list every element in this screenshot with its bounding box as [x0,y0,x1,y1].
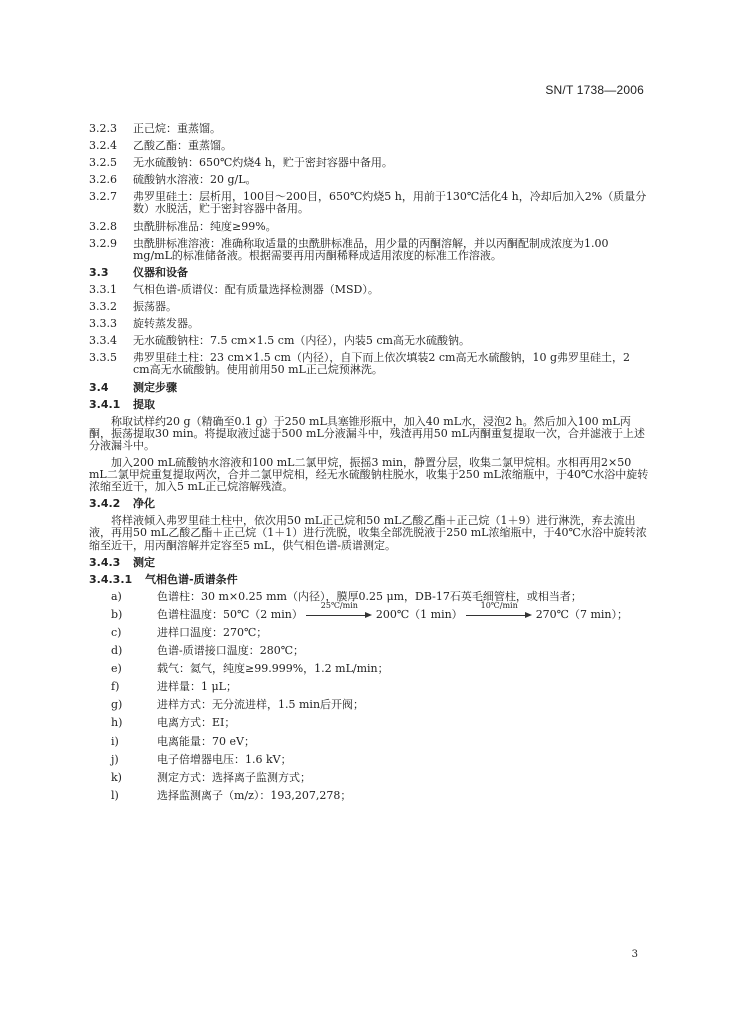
condition-letter: i) [111,734,119,748]
oven-step-2: 200℃（1 min） [375,607,463,621]
condition-text: 进样量：1 μL； [157,680,237,694]
condition-g [89,699,649,711]
condition-c [89,627,649,639]
subsection-title: 提取 [133,397,155,411]
clause-3-2-3 [89,123,649,135]
clause-number: 3.3.5 [89,351,117,365]
section-title: 测定步骤 [133,380,177,394]
condition-text: 进样口温度：270℃； [157,626,268,639]
clause-text: 旋转蒸发器。 [133,317,199,331]
section-number: 3.3 [89,265,109,279]
section-heading-3-4 [89,382,649,394]
clause-text: 硫酸钠水溶液：20 g/L。 [133,173,257,187]
ramp-rate-1: 25℃/min [320,600,358,610]
condition-d [89,645,649,657]
condition-j [89,754,649,766]
clause-3-2-9 [89,238,649,262]
condition-letter: j) [111,752,119,766]
clause-3-2-7 [89,191,649,215]
subsection-title: 测定 [133,555,155,569]
clause-3-2-4 [89,140,649,152]
clause-text: 虫酰肼标准溶液：准确称取适量的虫酰肼标准品，用少量的丙酮溶解，并以丙酮配制成浓度为1.00 mg/mL的标准储备液。根据需要再用丙酮稀释成适用浓度的标准工作溶液。 [133,236,612,262]
condition-b-oven-program [89,600,649,621]
subsection-number: 3.4.3 [89,555,121,569]
condition-letter: k) [111,770,122,784]
arrow-line [306,615,366,616]
clause-number: 3.2.6 [89,173,117,187]
clause-number: 3.2.8 [89,219,117,233]
clause-text: 气相色谱-质谱仪：配有质量选择检测器（MSD）。 [133,282,379,296]
clause-number: 3.3.2 [89,300,117,314]
arrow-head-icon [525,612,532,618]
condition-h [89,717,649,729]
clause-number: 3.2.7 [89,190,117,204]
condition-letter: b) [111,607,123,621]
subsection-heading-3-4-2 [89,498,649,510]
condition-letter: e) [111,662,122,676]
oven-program [157,600,649,621]
extraction-paragraph-2: 加入200 mL硫酸钠水溶液和100 mL二氯甲烷，振摇3 min，静置分层，收集二氯甲烷相。水相再用2×50 mL二氯甲烷重复提取两次，合并二氯甲烷相，经无水硫酸钠柱脱水，收集于250 mL浓缩瓶中，于40℃水浴中旋转浓缩至近干，加入5 mL正己烷溶解残渣。 [89,455,649,494]
condition-l [89,790,649,802]
subsection-number: 3.4.2 [89,497,121,511]
clause-number: 3.2.3 [89,122,117,135]
oven-label: 色谱柱温度： [157,607,223,621]
clause-3-3-1 [89,284,649,296]
clause-3-2-5 [89,157,649,169]
ramp-arrow-2 [466,600,532,621]
clause-text: 无水硫酸钠：650℃灼烧4 h，贮于密封容器中备用。 [133,156,393,170]
subsection-heading-3-4-3 [89,557,649,569]
clause-text: 振荡器。 [133,300,177,314]
subsection-number: 3.4.1 [89,397,121,411]
condition-letter: d) [111,644,123,658]
condition-text: 电离能量：70 eV； [157,734,255,748]
condition-k [89,772,649,784]
condition-e [89,663,649,675]
cleanup-paragraph: 将样液倾入弗罗里硅土柱中，依次用50 mL正己烷和50 mL乙酸乙酯＋正己烷（1＋9）进行淋洗，弃去流出液，再用50 mL乙酸乙酯＋正己烷（1＋1）进行洗脱，收集全部洗脱液于250 mL浓缩瓶中，于40℃水浴中旋转浓缩至近干，用丙酮溶解并定容至5 mL，供气相色谱-质谱测定。 [89,514,647,552]
section-number: 3.4 [89,380,109,394]
subsection-heading-3-4-3-1 [89,574,649,586]
condition-text: 色谱-质谱接口温度：280℃； [157,644,305,658]
condition-text: 进样方式：无分流进样，1.5 min后开阀； [157,698,365,712]
clause-number: 3.2.5 [89,156,117,170]
condition-text: 电子倍增器电压：1.6 kV； [157,752,292,766]
ramp-rate-2: 10℃/min [480,600,518,610]
extraction-paragraph-1: 称取试样约20 g（精确至0.1 g）于250 mL具塞锥形瓶中，加入40 mL水，浸泡2 h。然后加入100 mL丙酮，振荡提取30 min。将提取液过滤于500 mL分液漏斗中，残渣再用50 mL丙酮重复提取一次，合并滤液于上述分液漏斗中。 [89,414,645,452]
subsection-number: 3.4.3.1 [89,572,133,586]
condition-letter: h) [111,716,123,730]
condition-text: 电离方式：EI； [157,716,236,730]
clause-number: 3.3.1 [89,282,117,296]
clause-number: 3.3.4 [89,334,117,348]
clause-number: 3.3.3 [89,317,117,331]
ramp-arrow-1 [306,600,372,621]
clause-3-3-5 [89,352,649,376]
condition-letter: l) [111,788,119,802]
subsection-heading-3-4-1 [89,399,649,411]
clause-3-3-3 [89,318,649,330]
condition-f [89,681,649,693]
clause-3-2-6 [89,174,649,186]
subsection-title: 气相色谱-质谱条件 [145,572,238,586]
arrow-head-icon [365,612,372,618]
clause-3-2-8 [89,221,649,233]
condition-letter: c) [111,626,122,639]
condition-letter: f) [111,680,120,694]
section-title: 仪器和设备 [133,265,188,279]
condition-letter: a) [111,589,122,603]
clause-text: 正己烷：重蒸馏。 [133,122,221,135]
clause-text: 无水硫酸钠柱：7.5 cm×1.5 cm（内径），内装5 cm高无水硫酸钠。 [133,334,470,348]
condition-text: 选择监测离子（m/z）：193,207,278； [157,788,352,802]
clause-text: 虫酰肼标准品：纯度≥99%。 [133,219,277,233]
clause-number: 3.2.9 [89,236,117,250]
section-heading-3-3 [89,267,649,279]
clause-3-3-2 [89,301,649,313]
condition-text: 载气：氦气，纯度≥99.999%，1.2 mL/min； [157,662,389,676]
arrow-line [466,615,526,616]
condition-text: 测定方式：选择离子监测方式； [157,770,311,784]
condition-letter: g) [111,698,123,712]
standard-number: SN/T 1738—2006 [545,83,644,97]
clause-text: 弗罗里硅土：层析用，100目～200目，650℃灼烧5 h，用前于130℃活化4 h，冷却后加入2%（质量分数）水脱活，贮于密封容器中备用。 [133,190,647,216]
clause-text: 乙酸乙酯：重蒸馏。 [133,139,232,153]
oven-step-3: 270℃（7 min）； [535,607,629,621]
clause-number: 3.2.4 [89,139,117,153]
condition-text: 色谱柱：30 m×0.25 mm（内径），膜厚0.25 μm，DB-17石英毛细管柱，或相当者； [157,589,582,603]
page-number: 3 [631,949,638,960]
subsection-title: 净化 [133,497,155,511]
clause-3-3-4 [89,335,649,347]
clause-text: 弗罗里硅土柱：23 cm×1.5 cm（内径），自下而上依次填装2 cm高无水硫酸钠，10 g弗罗里硅土，2 cm高无水硫酸钠。使用前用50 mL正己烷预淋洗。 [133,351,634,377]
document-body [89,123,649,808]
condition-i [89,736,649,748]
oven-step-1: 50℃（2 min） [223,607,303,621]
